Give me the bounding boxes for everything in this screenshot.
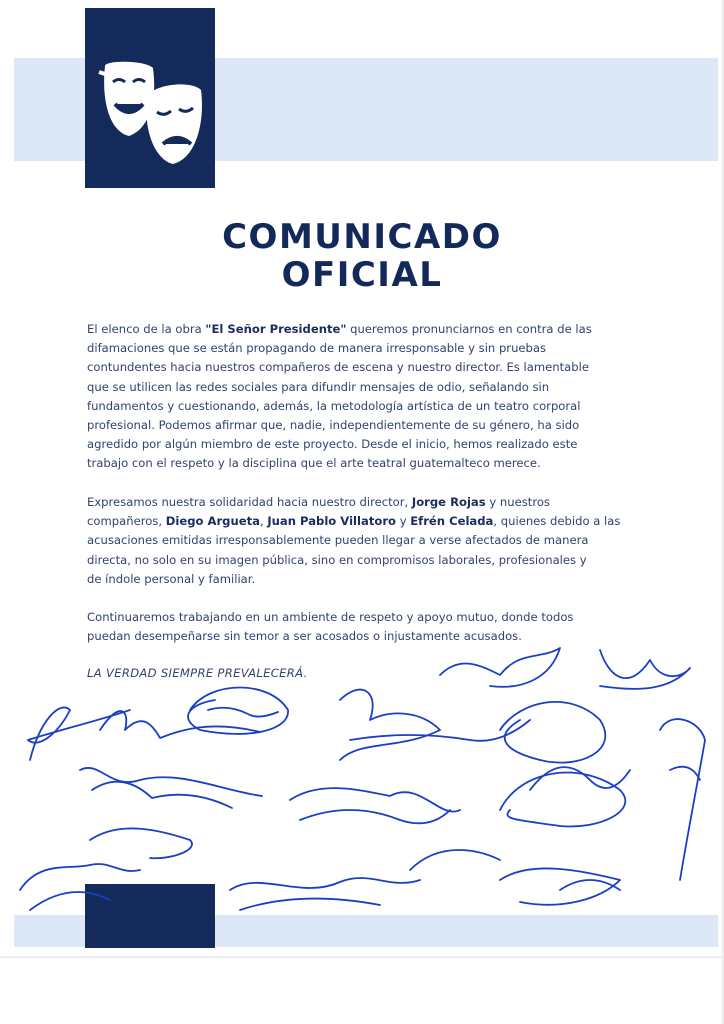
text: El elenco de la obra — [87, 322, 206, 336]
paragraph-line: trabajo con el respeto y la disciplina que el arte teatral guatemalteco merece. — [87, 456, 541, 471]
paragraph-line: fundamentos y cuestionando, además, la metodología artística de un teatro corporal — [87, 398, 581, 413]
paragraph-line: directa, no solo en su imagen pública, sino en compromisos laborales, profesionales y — [87, 552, 587, 567]
paragraph-line: puedan desempeñarse sin temor a ser acosados o injustamente acusados. — [87, 629, 522, 644]
text: y nuestros — [485, 495, 550, 509]
page-title-line-2: OFICIAL — [281, 255, 443, 295]
person-name: Efrén Celada — [410, 514, 494, 529]
page-edge — [720, 0, 724, 1024]
paragraph-line: que se utilicen las redes sociales para difundir mensajes de odio, señalando sin — [87, 379, 550, 394]
paragraph-1 — [87, 320, 647, 474]
paragraph-2 — [87, 493, 647, 589]
text: queremos pronunciarnos en contra de las — [346, 322, 592, 336]
paragraph-line: acusaciones emitidas irresponsablemente pueden llegar a verse afectados de manera — [87, 533, 589, 548]
text: , — [259, 514, 268, 529]
text: Expresamos nuestra solidaridad hacia nuestro director, — [87, 495, 412, 509]
person-name: Diego Argueta — [165, 514, 260, 529]
page-bottom-edge — [0, 956, 724, 958]
paragraph-line — [87, 512, 647, 531]
paragraph-line: Continuaremos trabajando en un ambiente de respeto y apoyo mutuo, donde todos — [87, 610, 574, 624]
paragraph-line: agredido por algún miembro de este proyecto. Desde el inicio, hemos realizado este — [87, 437, 578, 452]
person-name: Juan Pablo Villatoro — [267, 514, 397, 529]
page-title-line-1: COMUNICADO — [222, 217, 502, 257]
text: , quienes debido a las — [493, 514, 621, 529]
paragraph-line — [87, 493, 647, 512]
play-title: "El Señor Presidente" — [205, 322, 347, 336]
signature-scribbles — [20, 648, 705, 910]
person-name: Jorge Rojas — [411, 495, 486, 509]
theater-masks-icon — [85, 8, 215, 188]
paragraph-line: de índole personal y familiar. — [87, 571, 256, 586]
motto: LA VERDAD SIEMPRE PREVALECERÁ. — [87, 666, 308, 680]
text: compañeros, — [87, 514, 166, 529]
paragraph-line — [87, 320, 647, 339]
text: y — [396, 514, 411, 529]
paragraph-line: contundentes hacia nuestros compañeros de escena y nuestro director. Es lamentable — [87, 360, 589, 375]
signatures-area — [0, 620, 724, 930]
logo-block — [85, 8, 215, 188]
paragraph-line: profesional. Podemos afirmar que, nadie, independientemente de su género, ha sido — [87, 418, 580, 433]
paragraph-line: difamaciones que se están propagando de manera irresponsable y sin pruebas — [87, 341, 547, 356]
